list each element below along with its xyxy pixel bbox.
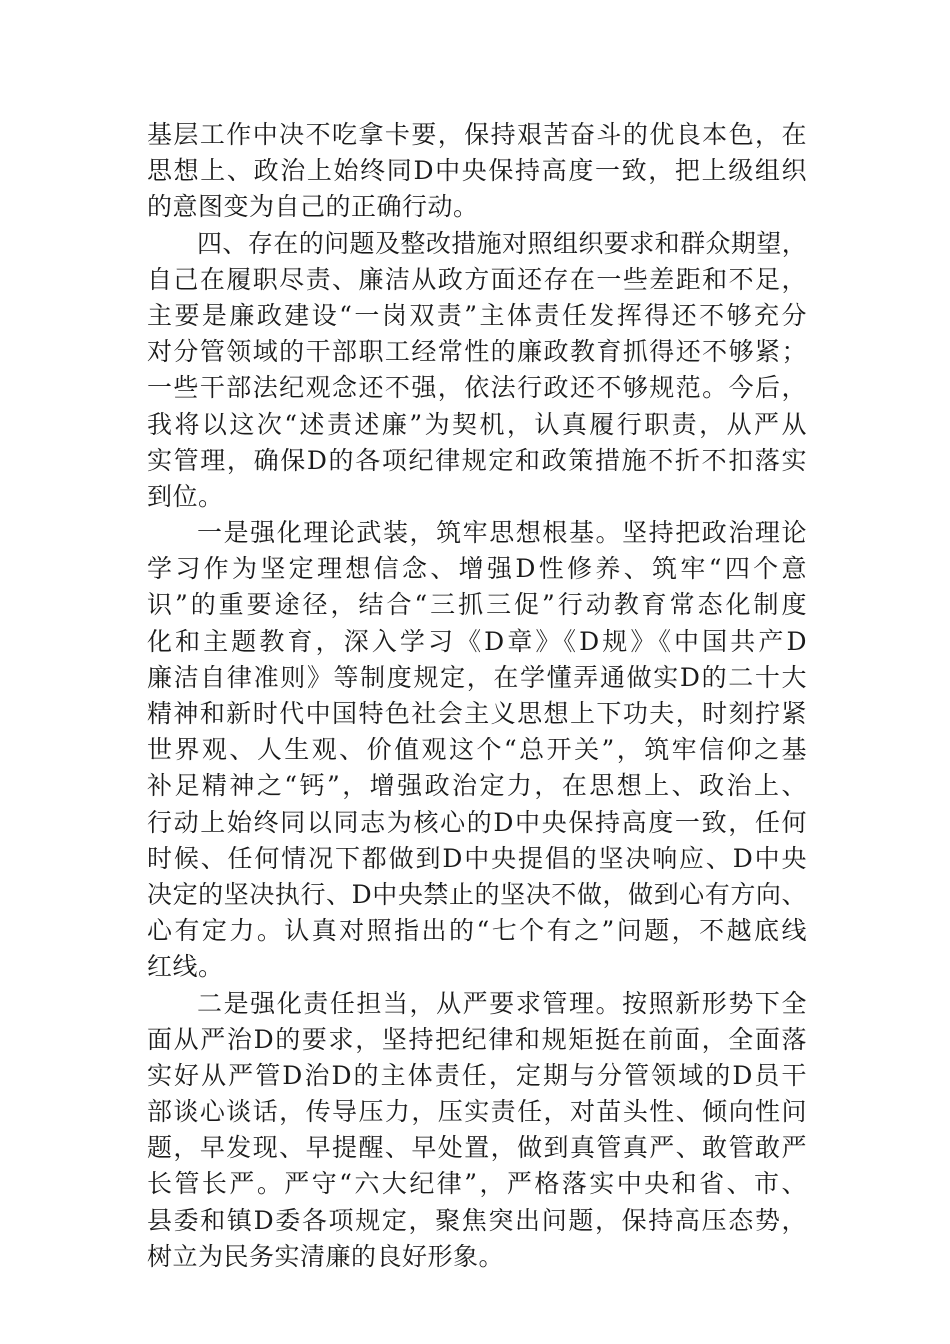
text-line: 树立为民务实清廉的良好形象。: [147, 1241, 505, 1271]
text-line: 补足精神之“钙”，增强政治定力，在思想上、政治上、: [147, 771, 807, 801]
text-line: 决定的坚决执行、D中央禁止的坚决不做，做到心有方向、: [147, 879, 807, 909]
text-line: 四、存在的问题及整改措施对照组织要求和群众期望，: [197, 228, 807, 258]
text-line: 思想上、政治上始终同D中央保持高度一致，把上级组织: [147, 156, 807, 186]
text-line: 题，早发现、早提醒、早处置，做到真管真严、敢管敢严: [147, 1133, 807, 1163]
text-line: 实管理，确保D的各项纪律规定和政策措施不折不扣落实: [147, 445, 807, 475]
text-line: 部谈心谈话，传导压力，压实责任，对苗头性、倾向性问: [147, 1097, 807, 1127]
text-line: 廉洁自律准则》等制度规定，在学懂弄通做实D的二十大: [147, 662, 807, 692]
text-line: 精神和新时代中国特色社会主义思想上下功夫，时刻拧紧: [147, 699, 807, 728]
document-body: [147, 117, 807, 1275]
text-line: 二是强化责任担当，从严要求管理。按照新形势下全: [197, 988, 807, 1018]
text-line: 对分管领域的干部职工经常性的廉政教育抓得还不够紧；: [147, 337, 807, 367]
text-line: 到位。: [147, 481, 224, 511]
text-line: 识”的重要途径，结合“三抓三促”行动教育常态化制度: [147, 590, 807, 620]
text-line: 学习作为坚定理想信念、增强D性修养、筑牢“四个意: [147, 554, 807, 584]
text-line: 主要是廉政建设“一岗双责”主体责任发挥得还不够充分: [147, 300, 807, 330]
text-line: 自己在履职尽责、廉洁从政方面还存在一些差距和不足，: [147, 264, 807, 294]
text-line: 时候、任何情况下都做到D中央提倡的坚决响应、D中央: [147, 843, 807, 873]
text-line: 基层工作中决不吃拿卡要，保持艰苦奋斗的优良本色，在: [147, 120, 807, 149]
text-line: 化和主题教育，深入学习《D章》《D规》《中国共产D: [147, 626, 807, 656]
text-line: 世界观、人生观、价值观这个“总开关”，筑牢信仰之基: [147, 735, 807, 765]
text-line: 行动上始终同以同志为核心的D中央保持高度一致，任何: [147, 807, 807, 837]
text-line: 县委和镇D委各项规定，聚焦突出问题，保持高压态势，: [147, 1205, 807, 1235]
text-line: 红线。: [147, 952, 224, 982]
text-line: 实好从严管D治D的主体责任，定期与分管领域的D员干: [147, 1060, 807, 1090]
text-line: 的意图变为自己的正确行动。: [147, 192, 479, 222]
text-line: 一是强化理论武装，筑牢思想根基。坚持把政治理论: [197, 518, 807, 548]
text-line: 一些干部法纪观念还不强，依法行政还不够规范。今后，: [147, 373, 807, 403]
text-line: 我将以这次“述责述廉”为契机，认真履行职责，从严从: [147, 409, 807, 439]
text-line: 面从严治D的要求，坚持把纪律和规矩挺在前面，全面落: [147, 1024, 807, 1054]
text-line: 长管长严。严守“六大纪律”，严格落实中央和省、市、: [147, 1169, 807, 1199]
text-line: 心有定力。认真对照指出的“七个有之”问题，不越底线: [147, 916, 807, 946]
